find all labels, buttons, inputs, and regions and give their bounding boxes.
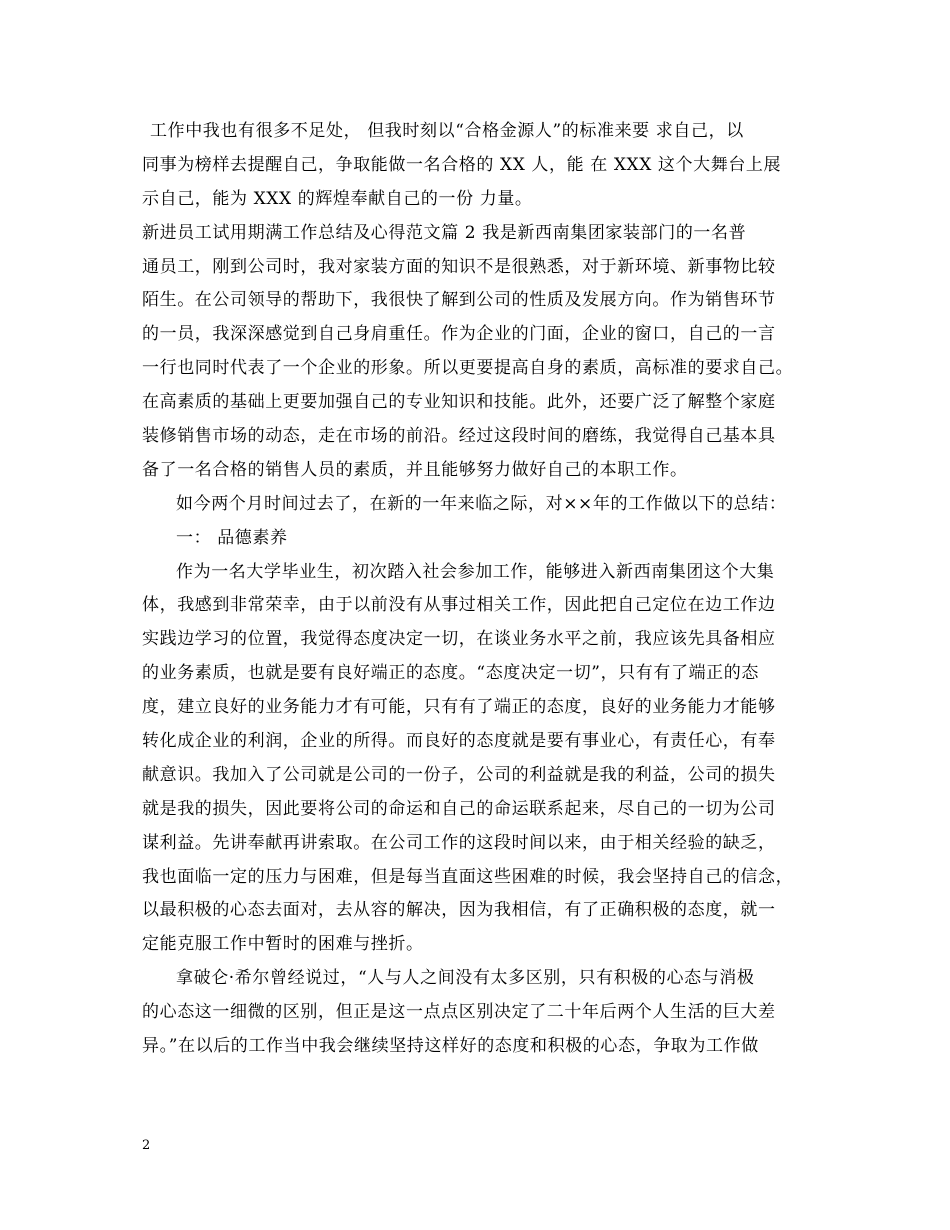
text-line: 陌生。在公司领导的帮助下，我很快了解到公司的性质及发展方向。作为销售环节 (142, 290, 776, 311)
page-number: 2 (142, 1138, 151, 1153)
text-line: 示自己，能为 XXX 的辉煌奉献自己的一份 力量。 (142, 188, 533, 209)
text-line: 的心态这一细微的区别，但正是这一点点区别决定了二十年后两个人生活的巨大差 (142, 1002, 776, 1023)
text-line: 新进员工试用期满工作总结及心得范文篇 2 我是新西南集团家装部门的一名普 (142, 222, 747, 243)
text-line: 度，建立良好的业务能力才有可能，只有有了端正的态度，良好的业务能力才能够 (142, 697, 776, 718)
text-line: 装修销售市场的动态，走在市场的前沿。经过这段时间的磨练，我觉得自己基本具 (142, 426, 776, 447)
text-line: 一： 品德素养 (176, 527, 288, 548)
text-line: 作为一名大学毕业生，初次踏入社会参加工作，能够进入新西南集团这个大集 (176, 561, 775, 582)
text-line: 转化成企业的利润，企业的所得。而良好的态度就是要有事业心，有责任心，有奉 (142, 731, 776, 752)
text-line: 献意识。我加入了公司就是公司的一份子，公司的利益就是我的利益，公司的损失 (142, 764, 776, 785)
body-text (142, 115, 822, 1064)
text-line: 同事为榜样去提醒自己，争取能做一名合格的 XX 人，能 在 XXX 这个大舞台上展 (142, 154, 782, 175)
text-line: 谋利益。先讲奉献再讲索取。在公司工作的这段时间以来，由于相关经验的缺乏， (142, 832, 776, 853)
text-line: 的业务素质，也就是要有良好端正的态度。“态度决定一切”，只有有了端正的态 (142, 663, 759, 684)
text-line: 就是我的损失，因此要将公司的命运和自己的命运联系起来，尽自己的一切为公司 (142, 798, 776, 819)
text-line: 我也面临一定的压力与困难，但是每当直面这些困难的时候，我会坚持自己的信念， (142, 866, 794, 887)
text-line: 备了一名合格的销售人员的素质，并且能够努力做好自己的本职工作。 (142, 459, 688, 480)
text-line: 异。”在以后的工作当中我会继续坚持这样好的态度和积极的心态，争取为工作做 (142, 1036, 759, 1057)
text-line: 在高素质的基础上更要加强自己的专业知识和技能。此外，还要广泛了解整个家庭 (142, 392, 776, 413)
text-line: 一行也同时代表了一个企业的形象。所以更要提高自身的素质，高标准的要求自己。 (142, 358, 794, 379)
text-line: 工作中我也有很多不足处， 但我时刻以“合格金源人”的标准来要 求自己，以 (150, 121, 744, 141)
text-line: 如今两个月时间过去了，在新的一年来临之际，对××年的工作做以下的总结： (176, 493, 787, 514)
text-line: 体，我感到非常荣幸，由于以前没有从事过相关工作，因此把自己定位在边工作边 (142, 595, 776, 616)
text-line: 的一员，我深深感觉到自己身肩重任。作为企业的门面，企业的窗口，自己的一言 (142, 324, 776, 345)
text-line: 通员工，刚到公司时，我对家装方面的知识不是很熟悉，对于新环境、新事物比较 (142, 256, 776, 277)
text-line: 实践边学习的位置，我觉得态度决定一切，在谈业务水平之前，我应该先具备相应 (142, 629, 776, 650)
text-line: 拿破仑·希尔曾经说过，“人与人之间没有太多区别，只有积极的心态与消极 (176, 968, 755, 989)
text-line: 定能克服工作中暂时的困难与挫折。 (142, 934, 424, 955)
text-line: 以最积极的心态去面对，去从容的解决，因为我相信，有了正确积极的态度，就一 (142, 900, 776, 921)
